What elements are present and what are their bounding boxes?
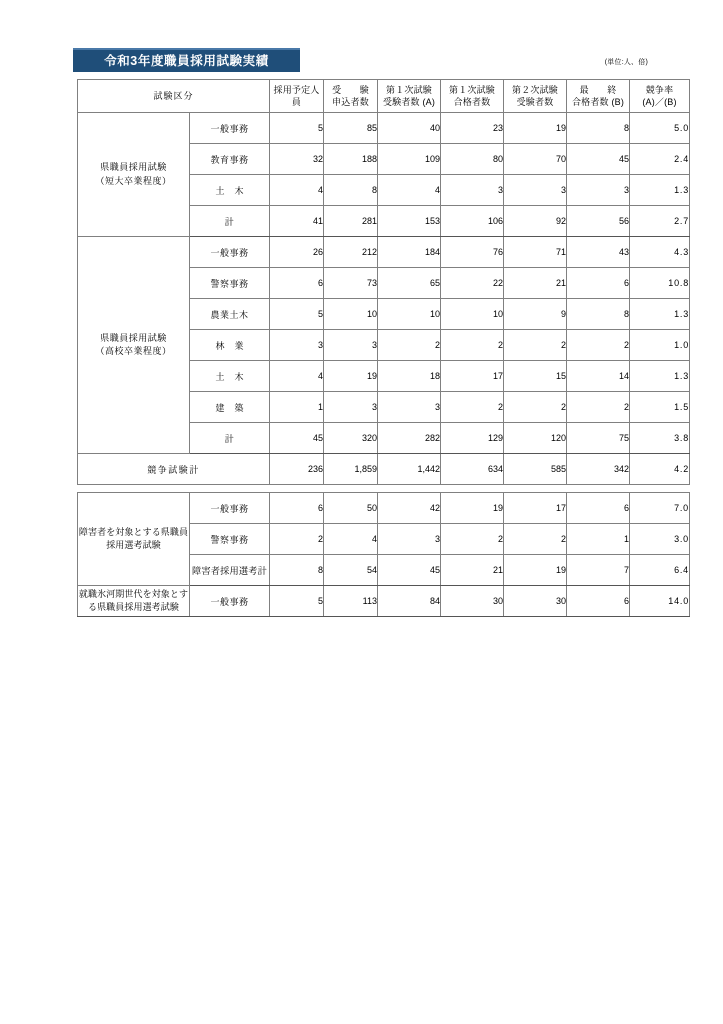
- cell-final-pass: 342: [567, 454, 630, 485]
- document-title-banner: [73, 48, 300, 72]
- cell-first-pass: 2: [441, 524, 504, 555]
- cell-applicants: 4: [324, 524, 378, 555]
- group-name-line2: （短大卒業程度）: [95, 175, 172, 186]
- cell-first-takers: 184: [378, 237, 441, 268]
- header-category: 試験区分: [78, 80, 270, 113]
- page-title: 令和3年度職員採用試験実績: [104, 53, 269, 68]
- cell-first-pass: 21: [441, 555, 504, 586]
- cell-category: 一般事務: [190, 113, 270, 144]
- cell-group-name: [78, 237, 190, 454]
- cell-planned: 2: [270, 524, 324, 555]
- cell-category: 一般事務: [190, 493, 270, 524]
- header-planned: 採用予定人員: [270, 80, 324, 113]
- cell-first-pass: 3: [441, 175, 504, 206]
- cell-planned: 8: [270, 555, 324, 586]
- cell-group-name: 障害者を対象とする県職員採用選考試験: [78, 493, 190, 586]
- cell-rate: 7.0: [630, 493, 690, 524]
- cell-planned: 45: [270, 423, 324, 454]
- cell-first-pass: 2: [441, 330, 504, 361]
- cell-category: 農業土木: [190, 299, 270, 330]
- cell-applicants: 281: [324, 206, 378, 237]
- cell-first-takers: 42: [378, 493, 441, 524]
- cell-second-takers: 2: [504, 524, 567, 555]
- header-applicants: [324, 80, 378, 113]
- cell-first-takers: 109: [378, 144, 441, 175]
- cell-applicants: 1,859: [324, 454, 378, 485]
- cell-second-takers: 21: [504, 268, 567, 299]
- cell-applicants: 113: [324, 586, 378, 617]
- cell-second-takers: 71: [504, 237, 567, 268]
- cell-first-pass: 634: [441, 454, 504, 485]
- header-final-pass-line1: 最 終: [579, 84, 617, 95]
- cell-final-pass: 1: [567, 524, 630, 555]
- cell-first-takers: 40: [378, 113, 441, 144]
- cell-first-takers: 2: [378, 330, 441, 361]
- cell-applicants: 212: [324, 237, 378, 268]
- cell-first-pass: 76: [441, 237, 504, 268]
- cell-rate: 1.3: [630, 299, 690, 330]
- cell-total-label: 競争試験計: [78, 454, 270, 485]
- selection-exam-table: [77, 492, 690, 617]
- cell-final-pass: 8: [567, 299, 630, 330]
- cell-planned: 5: [270, 113, 324, 144]
- header-first-exam-pass-line2: 合格者数: [453, 97, 491, 107]
- cell-category: 障害者採用選考計: [190, 555, 270, 586]
- cell-first-takers: 18: [378, 361, 441, 392]
- table-row: [78, 586, 690, 617]
- header-rate-line1: 競争率: [645, 84, 674, 95]
- cell-second-takers: 9: [504, 299, 567, 330]
- cell-applicants: 73: [324, 268, 378, 299]
- cell-planned: 6: [270, 268, 324, 299]
- header-first-exam-takers-line2: 受験者数 (A): [382, 97, 436, 107]
- cell-final-pass: 8: [567, 113, 630, 144]
- cell-first-takers: 1,442: [378, 454, 441, 485]
- cell-rate: 1.5: [630, 392, 690, 423]
- cell-applicants: 19: [324, 361, 378, 392]
- cell-category: 建築: [190, 392, 270, 423]
- table-header-row: [78, 80, 690, 113]
- cell-second-takers: 15: [504, 361, 567, 392]
- cell-rate: 4.2: [630, 454, 690, 485]
- cell-rate: 14.0: [630, 586, 690, 617]
- cell-planned: 5: [270, 299, 324, 330]
- cell-first-takers: 3: [378, 524, 441, 555]
- header-final-pass-line2: 合格者数 (B): [571, 97, 625, 107]
- cell-category: 計: [190, 423, 270, 454]
- cell-first-takers: 4: [378, 175, 441, 206]
- cell-first-pass: 23: [441, 113, 504, 144]
- cell-second-takers: 19: [504, 113, 567, 144]
- cell-first-takers: 153: [378, 206, 441, 237]
- cell-category: 教育事務: [190, 144, 270, 175]
- cell-second-takers: 17: [504, 493, 567, 524]
- cell-second-takers: 2: [504, 330, 567, 361]
- cell-planned: 4: [270, 175, 324, 206]
- cell-rate: 1.3: [630, 175, 690, 206]
- cell-first-pass: 2: [441, 392, 504, 423]
- cell-rate: 4.3: [630, 237, 690, 268]
- table-total-row: [78, 454, 690, 485]
- cell-second-takers: 3: [504, 175, 567, 206]
- cell-rate: 6.4: [630, 555, 690, 586]
- cell-category: 警察事務: [190, 524, 270, 555]
- cell-final-pass: 6: [567, 268, 630, 299]
- cell-first-pass: 17: [441, 361, 504, 392]
- cell-final-pass: 45: [567, 144, 630, 175]
- cell-rate: 3.0: [630, 524, 690, 555]
- cell-first-takers: 3: [378, 392, 441, 423]
- cell-final-pass: 14: [567, 361, 630, 392]
- cell-first-pass: 10: [441, 299, 504, 330]
- header-rate-line2: (A)／(B): [642, 97, 677, 107]
- unit-note: (単位:人、倍): [604, 59, 648, 66]
- cell-applicants: 50: [324, 493, 378, 524]
- group-name-line1: 県職員採用試験: [100, 162, 167, 172]
- cell-category: 計: [190, 206, 270, 237]
- cell-category: 土木: [190, 175, 270, 206]
- cell-group-name: 就職氷河期世代を対象とする県職員採用選考試験: [78, 586, 190, 617]
- cell-category: 一般事務: [190, 586, 270, 617]
- cell-first-pass: 19: [441, 493, 504, 524]
- cell-planned: 1: [270, 392, 324, 423]
- cell-applicants: 3: [324, 392, 378, 423]
- header-second-exam-takers-line2: 受験者数: [516, 97, 554, 107]
- cell-rate: 1.3: [630, 361, 690, 392]
- cell-first-pass: 80: [441, 144, 504, 175]
- cell-category: 警察事務: [190, 268, 270, 299]
- cell-second-takers: 70: [504, 144, 567, 175]
- header-rate: [630, 80, 690, 113]
- cell-final-pass: 7: [567, 555, 630, 586]
- cell-applicants: 85: [324, 113, 378, 144]
- cell-group-name: [78, 113, 190, 237]
- cell-first-takers: 65: [378, 268, 441, 299]
- cell-applicants: 10: [324, 299, 378, 330]
- cell-planned: 41: [270, 206, 324, 237]
- cell-category: 一般事務: [190, 237, 270, 268]
- group-name-line2: （高校卒業程度）: [95, 346, 172, 356]
- header-first-exam-pass: [441, 80, 504, 113]
- cell-first-takers: 45: [378, 555, 441, 586]
- cell-second-takers: 585: [504, 454, 567, 485]
- cell-first-takers: 84: [378, 586, 441, 617]
- cell-planned: 26: [270, 237, 324, 268]
- cell-final-pass: 6: [567, 586, 630, 617]
- cell-rate: 2.7: [630, 206, 690, 237]
- header-applicants-line2: 申込者数: [332, 97, 369, 107]
- cell-rate: 10.8: [630, 268, 690, 299]
- cell-final-pass: 43: [567, 237, 630, 268]
- cell-final-pass: 6: [567, 493, 630, 524]
- header-second-exam-takers-line1: 第２次試験: [512, 84, 559, 95]
- cell-first-takers: 10: [378, 299, 441, 330]
- main-results-table: [77, 79, 690, 485]
- header-first-exam-takers: [378, 80, 441, 113]
- cell-planned: 236: [270, 454, 324, 485]
- cell-planned: 32: [270, 144, 324, 175]
- table-row: [78, 237, 690, 268]
- group-name-line1: 県職員採用試験: [100, 332, 167, 343]
- cell-applicants: 3: [324, 330, 378, 361]
- table-row: [78, 493, 690, 524]
- cell-second-takers: 19: [504, 555, 567, 586]
- cell-applicants: 54: [324, 555, 378, 586]
- cell-first-pass: 30: [441, 586, 504, 617]
- header-first-exam-takers-line1: 第１次試験: [386, 84, 433, 95]
- cell-rate: 2.4: [630, 144, 690, 175]
- sub-table-body: [78, 493, 690, 617]
- cell-final-pass: 75: [567, 423, 630, 454]
- cell-planned: 6: [270, 493, 324, 524]
- cell-second-takers: 92: [504, 206, 567, 237]
- cell-rate: 3.8: [630, 423, 690, 454]
- cell-first-pass: 22: [441, 268, 504, 299]
- cell-rate: 5.0: [630, 113, 690, 144]
- header-first-exam-pass-line1: 第１次試験: [449, 84, 496, 95]
- cell-first-pass: 129: [441, 423, 504, 454]
- table-row: [78, 113, 690, 144]
- cell-second-takers: 120: [504, 423, 567, 454]
- cell-final-pass: 3: [567, 175, 630, 206]
- cell-first-takers: 282: [378, 423, 441, 454]
- cell-final-pass: 56: [567, 206, 630, 237]
- cell-planned: 4: [270, 361, 324, 392]
- cell-final-pass: 2: [567, 392, 630, 423]
- cell-applicants: 188: [324, 144, 378, 175]
- cell-rate: 1.0: [630, 330, 690, 361]
- cell-first-pass: 106: [441, 206, 504, 237]
- main-table-body: [78, 113, 690, 485]
- header-final-pass: [567, 80, 630, 113]
- cell-applicants: 320: [324, 423, 378, 454]
- cell-second-takers: 30: [504, 586, 567, 617]
- cell-applicants: 8: [324, 175, 378, 206]
- header-second-exam-takers: [504, 80, 567, 113]
- header-applicants-line1: 受 験: [332, 84, 369, 95]
- cell-second-takers: 2: [504, 392, 567, 423]
- cell-planned: 5: [270, 586, 324, 617]
- cell-category: 土木: [190, 361, 270, 392]
- cell-final-pass: 2: [567, 330, 630, 361]
- cell-planned: 3: [270, 330, 324, 361]
- cell-category: 林業: [190, 330, 270, 361]
